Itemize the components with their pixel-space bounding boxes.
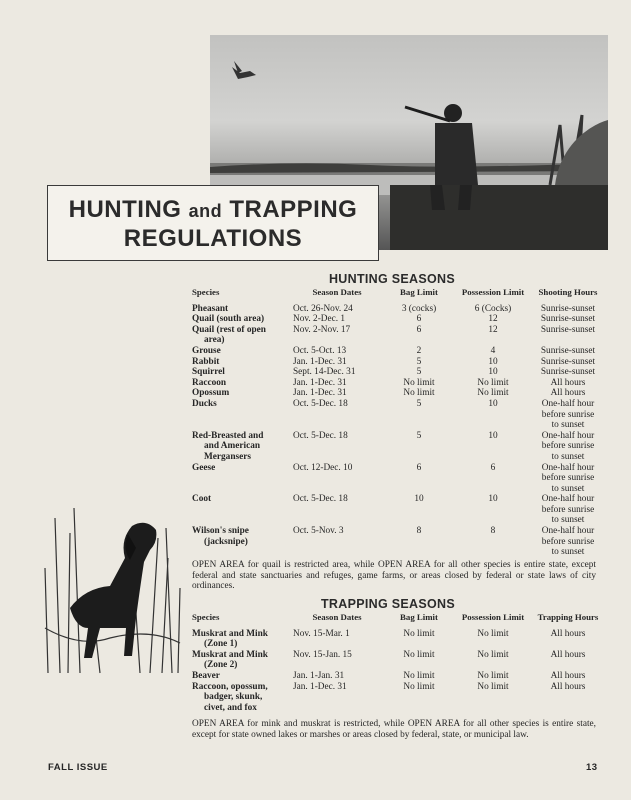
species-line: Raccoon, opossum, — [192, 681, 268, 692]
hunting-table-row — [192, 399, 603, 431]
dates-cell: Nov. 2-Nov. 17 — [293, 324, 351, 335]
dates-cell: Oct. 26-Nov. 24 — [293, 303, 353, 314]
hours-cell — [533, 431, 603, 463]
trapping-seasons-heading: TRAPPING SEASONS — [321, 597, 455, 611]
hours-line: before sunrise — [541, 441, 595, 452]
hours-cell — [533, 325, 603, 346]
hunting-table-row — [192, 494, 603, 526]
possession-cell: 10 — [488, 494, 498, 505]
hours-line: before sunrise — [541, 409, 595, 420]
hunting-seasons-table — [192, 287, 603, 558]
hunting-table-row — [192, 357, 603, 368]
hours-line: One-half hour — [541, 462, 595, 473]
species-cell — [192, 314, 289, 325]
hours-line: All hours — [550, 377, 586, 388]
hours-line: All hours — [550, 388, 586, 399]
dates-cell: Jan. 1-Dec. 31 — [293, 681, 347, 692]
hours-line: All hours — [550, 649, 586, 660]
possession-cell: No limit — [477, 670, 509, 681]
bag-cell: 8 — [416, 526, 422, 537]
hunting-table-row — [192, 526, 603, 558]
possession-cell: 10 — [488, 356, 498, 367]
hours-line: Sunrise-sunset — [540, 345, 596, 356]
possession-cell: 12 — [488, 324, 498, 335]
bag-cell: No limit — [403, 388, 435, 399]
hunting-table-row — [192, 304, 603, 315]
species-cell — [192, 304, 289, 315]
hours-cell — [533, 629, 603, 650]
dates-cell: Nov. 15-Jan. 15 — [293, 649, 352, 660]
trapping-table-row — [192, 671, 603, 682]
trapping-seasons-table — [192, 612, 603, 713]
dates-cell: Nov. 15-Mar. 1 — [293, 628, 350, 639]
hours-line: All hours — [550, 681, 586, 692]
hours-line: One-half hour — [541, 430, 595, 441]
hours-line: before sunrise — [541, 536, 595, 547]
possession-cell: No limit — [477, 388, 509, 399]
possession-cell: 12 — [488, 314, 498, 325]
hunting-seasons-heading: HUNTING SEASONS — [328, 272, 456, 286]
species-line: badger, skunk, — [204, 692, 263, 703]
species-cell — [192, 357, 289, 368]
hunting-table-row — [192, 367, 603, 378]
hours-cell — [533, 304, 603, 315]
bag-cell: No limit — [403, 649, 435, 660]
species-line: (Zone 1) — [204, 639, 238, 650]
species-line: civet, and fox — [204, 702, 257, 713]
bag-cell: 6 — [416, 462, 422, 473]
species-cell — [192, 378, 289, 389]
trapping-col-header: Bag Limit — [400, 612, 438, 622]
hours-cell — [533, 399, 603, 431]
hours-line: Sunrise-sunset — [540, 367, 596, 378]
possession-cell: 10 — [488, 430, 498, 441]
species-line: Quail (south area) — [192, 314, 265, 325]
hunting-table-row — [192, 346, 603, 357]
hours-cell — [533, 314, 603, 325]
bag-cell: 5 — [416, 367, 422, 378]
possession-cell: 4 — [490, 345, 496, 356]
trapping-col-header: Trapping Hours — [537, 612, 599, 622]
species-line: Mergansers — [204, 451, 251, 462]
bag-cell: 3 (cocks) — [401, 303, 437, 314]
hours-line: to sunset — [551, 515, 585, 526]
hours-line: before sunrise — [541, 504, 595, 515]
hours-line: One-half hour — [541, 494, 595, 505]
bag-cell: No limit — [403, 628, 435, 639]
hunting-table-row — [192, 378, 603, 389]
footer-issue: FALL ISSUE — [48, 762, 108, 773]
dates-cell: Oct. 5-Nov. 3 — [293, 526, 344, 537]
species-line: Beaver — [192, 670, 220, 681]
species-cell — [192, 671, 289, 682]
bag-cell: 5 — [416, 356, 422, 367]
bag-cell: No limit — [403, 681, 435, 692]
species-line: Squirrel — [192, 367, 225, 378]
dates-cell: Nov. 2-Dec. 1 — [293, 314, 346, 325]
possession-cell: No limit — [477, 377, 509, 388]
hunting-dog-illustration — [40, 478, 185, 678]
hours-line: to sunset — [551, 483, 585, 494]
species-cell — [192, 431, 289, 463]
possession-cell: No limit — [477, 681, 509, 692]
species-line: Geese — [192, 462, 216, 473]
species-cell — [192, 629, 289, 650]
hours-line: to sunset — [551, 547, 585, 558]
hours-cell — [533, 463, 603, 495]
bag-cell: 5 — [416, 398, 422, 409]
species-cell — [192, 346, 289, 357]
species-line: Coot — [192, 494, 212, 505]
hunting-col-header: Species — [192, 287, 220, 297]
bag-cell: No limit — [403, 377, 435, 388]
species-cell — [192, 682, 289, 714]
trapping-table-row — [192, 650, 603, 671]
dates-cell: Oct. 5-Dec. 18 — [293, 430, 348, 441]
trapping-col-header: Species — [192, 612, 220, 622]
hunting-col-header: Season Dates — [312, 287, 362, 297]
bag-cell: 6 — [416, 314, 422, 325]
possession-cell: No limit — [477, 649, 509, 660]
hunting-open-area-note: OPEN AREA for quail is restricted area, while OPEN AREA for all other species is entire state, except federal and state sanctuaries and refuges, game farms, or areas closed by federal or state laws of city ordinances. — [192, 560, 596, 592]
species-line: Muskrat and Mink — [192, 628, 268, 639]
species-line: Muskrat and Mink — [192, 649, 268, 660]
species-line: Opossum — [192, 388, 230, 399]
species-cell — [192, 463, 289, 495]
species-line: and American — [204, 441, 261, 452]
species-cell — [192, 526, 289, 558]
species-cell — [192, 494, 289, 526]
possession-cell: 8 — [490, 526, 496, 537]
hours-line: before sunrise — [541, 473, 595, 484]
hours-line: Sunrise-sunset — [540, 303, 596, 314]
possession-cell: 6 — [490, 462, 496, 473]
trapping-open-area-note: OPEN AREA for mink and muskrat is restricted, while OPEN AREA for all other species is entire state, except for state owned lakes or marshes or areas closed by federal, state, or municipal law. — [192, 719, 596, 740]
hours-cell — [533, 346, 603, 357]
dates-cell: Jan. 1-Dec. 31 — [293, 377, 347, 388]
species-line: Pheasant — [192, 303, 229, 314]
dates-cell: Oct. 5-Dec. 18 — [293, 398, 348, 409]
species-line: (Zone 2) — [204, 660, 238, 671]
species-line: Grouse — [192, 345, 221, 356]
trapping-col-header: Season Dates — [312, 612, 362, 622]
dates-cell: Jan. 1-Dec. 31 — [293, 388, 347, 399]
hours-line: Sunrise-sunset — [540, 356, 596, 367]
hours-cell — [533, 682, 603, 714]
hours-line: to sunset — [551, 420, 585, 431]
hours-line: Sunrise-sunset — [540, 324, 596, 335]
dates-cell: Jan. 1-Jan. 31 — [293, 670, 345, 681]
dates-cell: Sept. 14-Dec. 31 — [293, 367, 356, 378]
hours-line: All hours — [550, 670, 586, 681]
hours-cell — [533, 526, 603, 558]
hours-cell — [533, 494, 603, 526]
species-line: Red-Breasted and — [192, 430, 264, 441]
hours-line: One-half hour — [541, 526, 595, 537]
species-line: (jacksnipe) — [204, 536, 248, 547]
dates-cell: Oct. 12-Dec. 10 — [293, 462, 353, 473]
hours-line: to sunset — [551, 451, 585, 462]
species-line: Ducks — [192, 398, 217, 409]
hunting-table-row — [192, 431, 603, 463]
species-cell — [192, 325, 289, 346]
species-line: Quail (rest of open — [192, 324, 266, 335]
page-title-box — [47, 185, 379, 261]
hours-line: Sunrise-sunset — [540, 314, 596, 325]
bag-cell: 5 — [416, 430, 422, 441]
hours-cell — [533, 671, 603, 682]
species-cell — [192, 399, 289, 431]
possession-cell: 10 — [488, 398, 498, 409]
page-title-line2: REGULATIONS — [123, 225, 303, 252]
hours-cell — [533, 378, 603, 389]
bag-cell: 2 — [416, 345, 422, 356]
hours-cell — [533, 388, 603, 399]
page-title-line1: HUNTING and TRAPPING — [68, 196, 358, 223]
hunting-col-header: Bag Limit — [400, 287, 438, 297]
hunting-table-row — [192, 325, 603, 346]
possession-cell: 6 (Cocks) — [474, 303, 512, 314]
hours-cell — [533, 357, 603, 368]
dates-cell: Oct. 5-Dec. 18 — [293, 494, 348, 505]
bag-cell: No limit — [403, 670, 435, 681]
possession-cell: 10 — [488, 367, 498, 378]
hours-cell — [533, 367, 603, 378]
trapping-table-row — [192, 682, 603, 714]
species-line: Wilson's snipe — [192, 526, 249, 537]
trapping-col-header: Possession Limit — [461, 612, 525, 622]
species-cell — [192, 367, 289, 378]
possession-cell: No limit — [477, 628, 509, 639]
hunting-col-header: Possession Limit — [461, 287, 525, 297]
species-line: Raccoon — [192, 377, 227, 388]
hours-line: One-half hour — [541, 398, 595, 409]
dates-cell: Oct. 5-Oct. 13 — [293, 345, 347, 356]
bag-cell: 10 — [414, 494, 424, 505]
hunting-col-header: Shooting Hours — [538, 287, 598, 297]
hours-cell — [533, 650, 603, 671]
hours-line: All hours — [550, 628, 586, 639]
bag-cell: 6 — [416, 324, 422, 335]
species-line: area) — [204, 335, 225, 346]
hunting-table-row — [192, 314, 603, 325]
dates-cell: Jan. 1-Dec. 31 — [293, 356, 347, 367]
trapping-table-row — [192, 629, 603, 650]
species-cell — [192, 650, 289, 671]
hunting-table-row — [192, 463, 603, 495]
species-cell — [192, 388, 289, 399]
hunting-table-row — [192, 388, 603, 399]
footer-page-number: 13 — [586, 762, 598, 773]
species-line: Rabbit — [192, 356, 220, 367]
